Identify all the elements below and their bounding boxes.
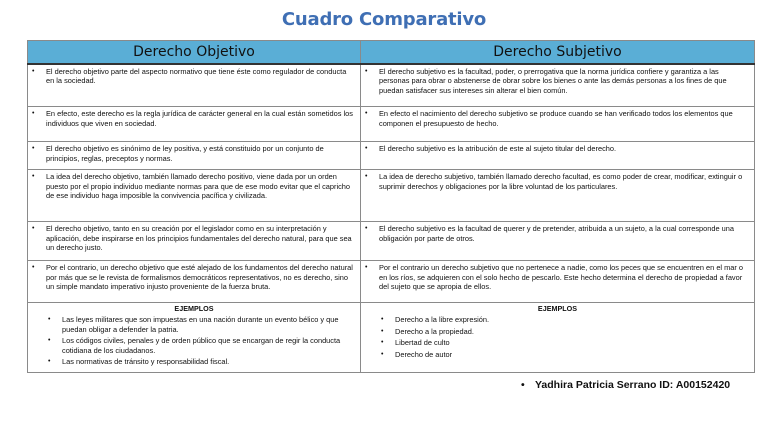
cell-objetivo <box>28 222 361 261</box>
bullet-icon: • <box>521 379 525 391</box>
list-item <box>381 327 748 337</box>
example-text: Derecho a la propiedad. <box>395 326 474 336</box>
table-row <box>28 107 755 142</box>
bullet-icon: • <box>365 173 368 180</box>
header-derecho-subjetivo: Derecho Subjetivo <box>361 41 755 64</box>
cell-subjetivo <box>361 107 755 142</box>
cell-subjetivo <box>361 64 755 107</box>
list-item <box>381 315 748 325</box>
example-text: Los códigos civiles, penales y de orden público que se encargan de regir la conducta cotidiana de los ciudadanos. <box>62 336 341 355</box>
table-row <box>28 222 755 261</box>
example-text: Libertad de culto <box>395 338 450 348</box>
examples-title: EJEMPLOS <box>174 304 214 313</box>
cell-subjetivo <box>361 142 755 170</box>
bullet-icon: • <box>381 350 384 358</box>
example-text: Las normativas de tránsito y responsabilidad fiscal. <box>62 357 230 367</box>
cell-text: La idea de derecho subjetivo, también llamado derecho facultad, es como poder de crear, modificar, extinguir o suprimir derechos y obligaciones por la libre voluntad de los particulares. <box>379 172 743 191</box>
document-title: Cuadro Comparativo <box>281 9 487 30</box>
bullet-icon: • <box>381 339 384 347</box>
cell-text: El derecho objetivo, tanto en su creación por el legislador como en su interpretación y aplicación, debe inspirarse en los principios fundamentales del derecho natural, para que sea un derecho justo. <box>46 224 352 253</box>
bullet-icon: • <box>48 316 51 323</box>
table-row <box>28 142 755 170</box>
cell-objetivo <box>28 64 361 107</box>
bullet-icon: • <box>32 145 35 152</box>
bullet-icon: • <box>365 145 368 152</box>
bullet-icon: • <box>365 67 368 75</box>
bullet-icon: • <box>365 110 368 117</box>
list-item <box>381 338 748 348</box>
example-text: Derecho de autor <box>395 349 453 359</box>
bullet-icon: • <box>32 110 35 117</box>
example-text: Las leyes militares que son impuestas en una nación durante un evento bélico y que puedan obligar a defender la patria. <box>62 315 339 334</box>
cell-text: Por el contrario, un derecho objetivo que esté alejado de los fundamentos del derecho natural por más que se le revista de formalismos democráticos representativos, no es derecho, sino un simple mandato imperativo injusto proveniente de la fuerza bruta. <box>46 263 353 292</box>
cell-text: En efecto el nacimiento del derecho subjetivo se produce cuando se han verificado todos los elementos que componen el presupuesto de hecho. <box>379 109 733 128</box>
examples-title: EJEMPLOS <box>537 304 578 313</box>
examples-row <box>28 303 755 373</box>
bullet-icon: • <box>381 316 384 323</box>
bullet-icon: • <box>32 264 35 271</box>
list-item <box>48 315 354 334</box>
cell-objetivo <box>28 107 361 142</box>
bullet-icon: • <box>365 225 368 232</box>
cell-objetivo <box>28 142 361 170</box>
cell-subjetivo <box>361 261 755 303</box>
bullet-icon: • <box>365 264 368 271</box>
examples-objetivo <box>28 303 361 373</box>
cell-text: El derecho objetivo parte del aspecto normativo que tiene éste como regulador de conducta en la sociedad. <box>46 66 347 86</box>
cell-text: El derecho subjetivo es la atribución de este al sujeto titular del derecho. <box>379 144 617 153</box>
list-item <box>48 357 354 367</box>
cell-objetivo <box>28 261 361 303</box>
examples-list-objetivo <box>28 313 360 367</box>
examples-list-subjetivo <box>361 313 754 359</box>
header-derecho-objetivo: Derecho Objetivo <box>28 41 361 64</box>
cell-subjetivo <box>361 222 755 261</box>
author-line <box>521 379 730 391</box>
header-row <box>28 41 755 64</box>
list-item <box>48 336 354 355</box>
author-name: Yadhira Patricia Serrano ID: A00152420 <box>535 379 731 391</box>
example-text: Derecho a la libre expresión. <box>395 315 490 324</box>
list-item <box>381 350 748 360</box>
table-row <box>28 170 755 222</box>
bullet-icon: • <box>32 67 35 75</box>
table-row <box>28 261 755 303</box>
table-row <box>28 64 755 107</box>
bullet-icon: • <box>48 337 51 345</box>
cell-text: El derecho subjetivo es la facultad de querer y de pretender, atribuida a un sujeto, a la cual corresponde una obligación por parte de otros. <box>379 224 734 243</box>
comparison-table <box>27 40 755 373</box>
bullet-icon: • <box>32 225 35 232</box>
cell-objetivo <box>28 170 361 222</box>
examples-subjetivo <box>361 303 755 373</box>
cell-text: El derecho subjetivo es la facultad, poder, o prerrogativa que la norma jurídica confiere y garantiza a las personas para obrar o abstenerse de obrar sobre los bienes o ante las demás personas a los fines de que puedan satisfacer sus intereses sin alterar el bien común. <box>379 66 727 95</box>
bullet-icon: • <box>381 327 384 335</box>
cell-text: La idea del derecho objetivo, también llamado derecho positivo, viene dada por un orden puesto por el propio individuo mediante normas para que de ese modo evitar que el capricho de ese individuo haga imposible la convivencia pacífica y civilizada. <box>46 172 351 201</box>
cell-text: En efecto, este derecho es la regla jurídica de carácter general en la cual están sometidos los individuos que viven en sociedad. <box>46 109 353 128</box>
cell-text: Por el contrario un derecho subjetivo que no pertenece a nadie, como los peces que se encuentren en el mar o en los ríos, se adquieren con el solo hecho de pescarlo. Este hecho determina el derecho de propiedad a favor del sujeto que se apropia de ellos. <box>379 263 744 292</box>
bullet-icon: • <box>32 173 35 180</box>
bullet-icon: • <box>48 358 51 366</box>
cell-text: El derecho objetivo es sinónimo de ley positiva, y está constituido por un conjunto de principios, reglas, preceptos y normas. <box>46 144 324 163</box>
cell-subjetivo <box>361 170 755 222</box>
